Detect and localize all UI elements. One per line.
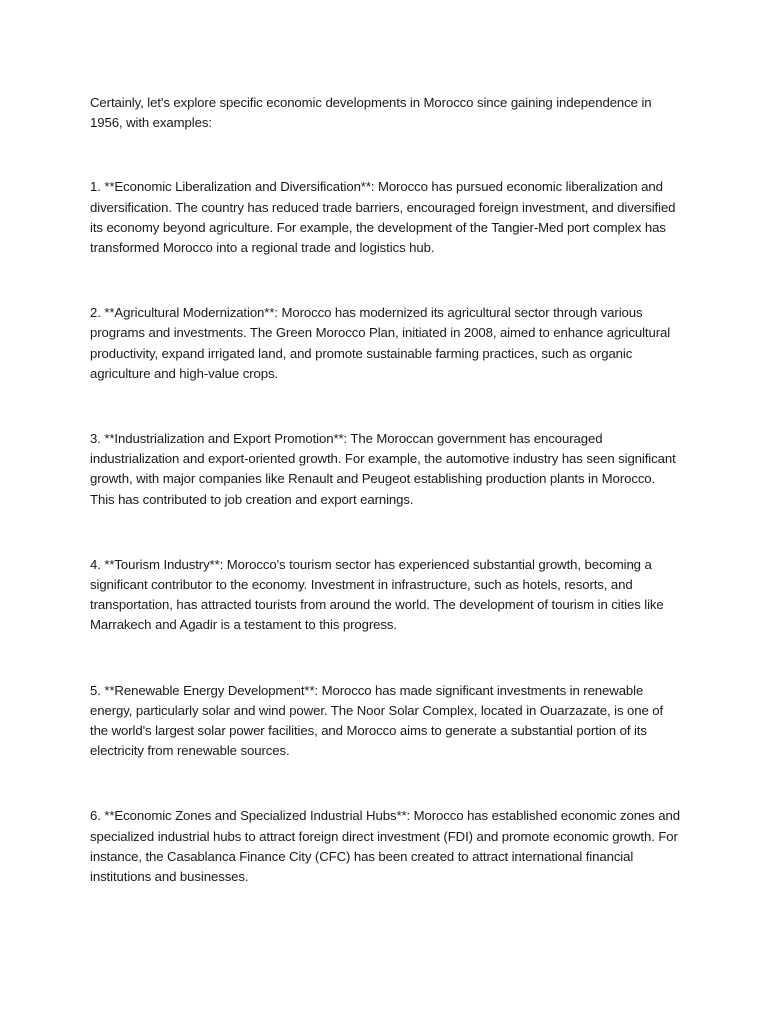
list-item-economic-liberalization: 1. **Economic Liberalization and Diversification**: Morocco has pursued economic liberalization and diversification. The country has reduced trade barriers, encouraged foreign investment, and diversified its economy beyond agriculture. For example, the development of the Tangier-Med port complex has transformed Morocco into a regional trade and logistics hub. <box>90 179 676 256</box>
list-item-renewable-energy: 5. **Renewable Energy Development**: Morocco has made significant investments in renewable energy, particularly solar and wind power. The Noor Solar Complex, located in Ouarzazate, is one of the world's largest solar power facilities, and Morocco aims to generate a substantial portion of its electricity from renewable sources. <box>90 682 664 759</box>
list-item-economic-zones: 6. **Economic Zones and Specialized Industrial Hubs**: Morocco has established economic zones and specialized industrial hubs to attract foreign direct investment (FDI) and promote economic growth. For instance, the Casablanca Finance City (CFC) has been created to attract international financial institutions and businesses. <box>90 808 680 885</box>
list-item-agricultural-modernization: 2. **Agricultural Modernization**: Morocco has modernized its agricultural sector through various programs and investments. The Green Morocco Plan, initiated in 2008, aimed to enhance agricultural productivity, expand irrigated land, and promote sustainable farming practices, such as organic agriculture and high-value crops. <box>90 305 671 381</box>
intro-paragraph: Certainly, let's explore specific economic developments in Morocco since gaining independence in 1956, with examples: <box>90 95 652 131</box>
document-page <box>90 93 680 932</box>
list-item-industrialization: 3. **Industrialization and Export Promotion**: The Moroccan government has encouraged industrialization and export-oriented growth. For example, the automotive industry has seen significant growth, with major companies like Renault and Peugeot establishing production plants in Morocco. This has contributed to job creation and export earnings. <box>90 431 676 507</box>
list-item-tourism: 4. **Tourism Industry**: Morocco's tourism sector has experienced substantial growth, becoming a significant contributor to the economy. Investment in infrastructure, such as hotels, resorts, and transportation, has attracted tourists from around the world. The development of tourism in cities like Marrakech and Agadir is a testament to this progress. <box>90 556 664 633</box>
